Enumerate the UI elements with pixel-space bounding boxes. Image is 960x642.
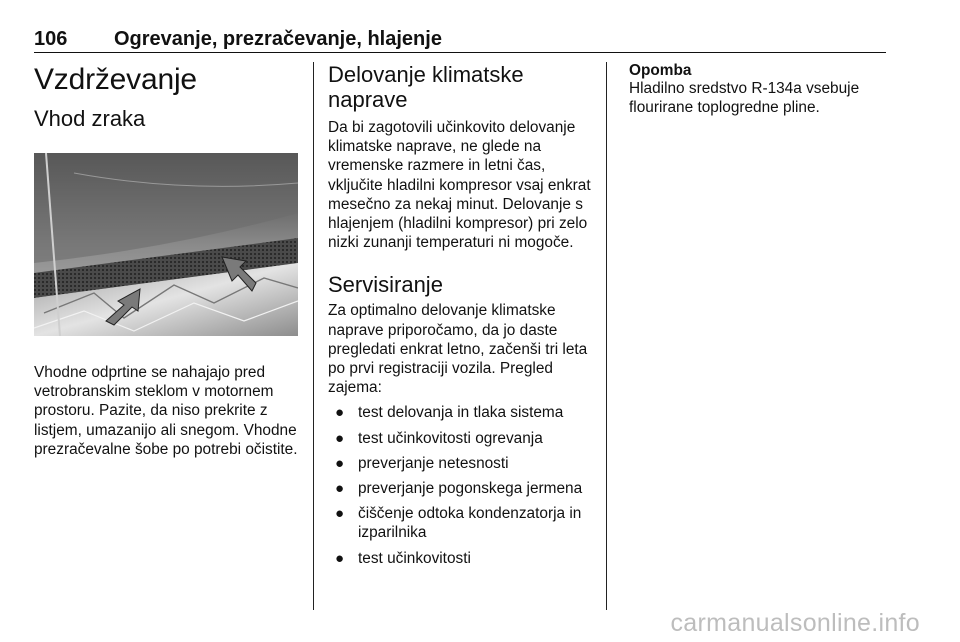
column-maintenance xyxy=(34,62,300,459)
service-text: Za optimalno delovanje klimatske naprave priporočamo, da jo daste pregledati enkrat letno, začenši tri leta po prvi registraciji vozila. Pregled zajema: xyxy=(328,302,588,397)
air-inlet-caption: Vhodne odprtine se nahajajo pred vetrobranskim steklom v motornem prostoru. Pazite, da niso prekrite z listjem, umazanijo ali snegom. Vhodne prezračevalne šobe po potrebi očistite. xyxy=(34,364,298,458)
page-header xyxy=(34,28,886,52)
subsection-heading: Vhod zraka xyxy=(34,106,146,131)
column-divider xyxy=(313,62,314,610)
column-divider xyxy=(606,62,607,610)
bullet-icon: ● xyxy=(335,429,345,447)
section-heading: Vzdrževanje xyxy=(34,63,197,96)
bullet-icon: ● xyxy=(335,480,345,498)
note-title: Opomba xyxy=(629,62,692,79)
list-item: ● test učinkovitosti ogrevanja xyxy=(335,429,543,447)
running-title: Ogrevanje, prezračevanje, hlajenje xyxy=(114,28,442,50)
inspection-list xyxy=(328,403,600,567)
bullet-icon: ● xyxy=(335,549,345,567)
list-item: ● test delovanja in tlaka sistema xyxy=(335,404,564,422)
section-heading-service: Servisiranje xyxy=(328,272,443,298)
page-number: 106 xyxy=(34,28,68,50)
section-heading-ac: Delovanje klimatske naprave xyxy=(328,62,524,112)
ac-intro-text: Da bi zagotovili učinkovito delovanje klimatske naprave, ne glede na vremenske razmere in letni čas, vključite hladilni kompresor vsaj enkrat mesečno za nekaj minut. Delovanje s hlajenjem (hladilni kompresor) pri zelo nizki zunanji temperaturi ni mogoče. xyxy=(328,119,591,252)
column-ac-operation xyxy=(328,62,600,574)
engine-bay-photo-icon xyxy=(34,153,298,336)
list-item: ● čiščenje odtoka kondenzatorja in izparilnika xyxy=(335,505,582,542)
bullet-icon: ● xyxy=(335,454,345,472)
bullet-icon: ● xyxy=(335,404,345,422)
list-item: ● preverjanje pogonskega jermena xyxy=(335,480,583,498)
list-item: ● preverjanje netesnosti xyxy=(335,454,509,472)
list-item: ● test učinkovitosti xyxy=(335,549,471,567)
watermark: carmanualsonline.info xyxy=(670,609,920,637)
column-note xyxy=(629,62,889,117)
bullet-icon: ● xyxy=(335,505,345,523)
air-inlet-figure xyxy=(34,153,298,336)
note-text: Hladilno sredstvo R-134a vsebuje flourirane toplogredne pline. xyxy=(629,80,860,117)
header-rule xyxy=(34,52,886,53)
